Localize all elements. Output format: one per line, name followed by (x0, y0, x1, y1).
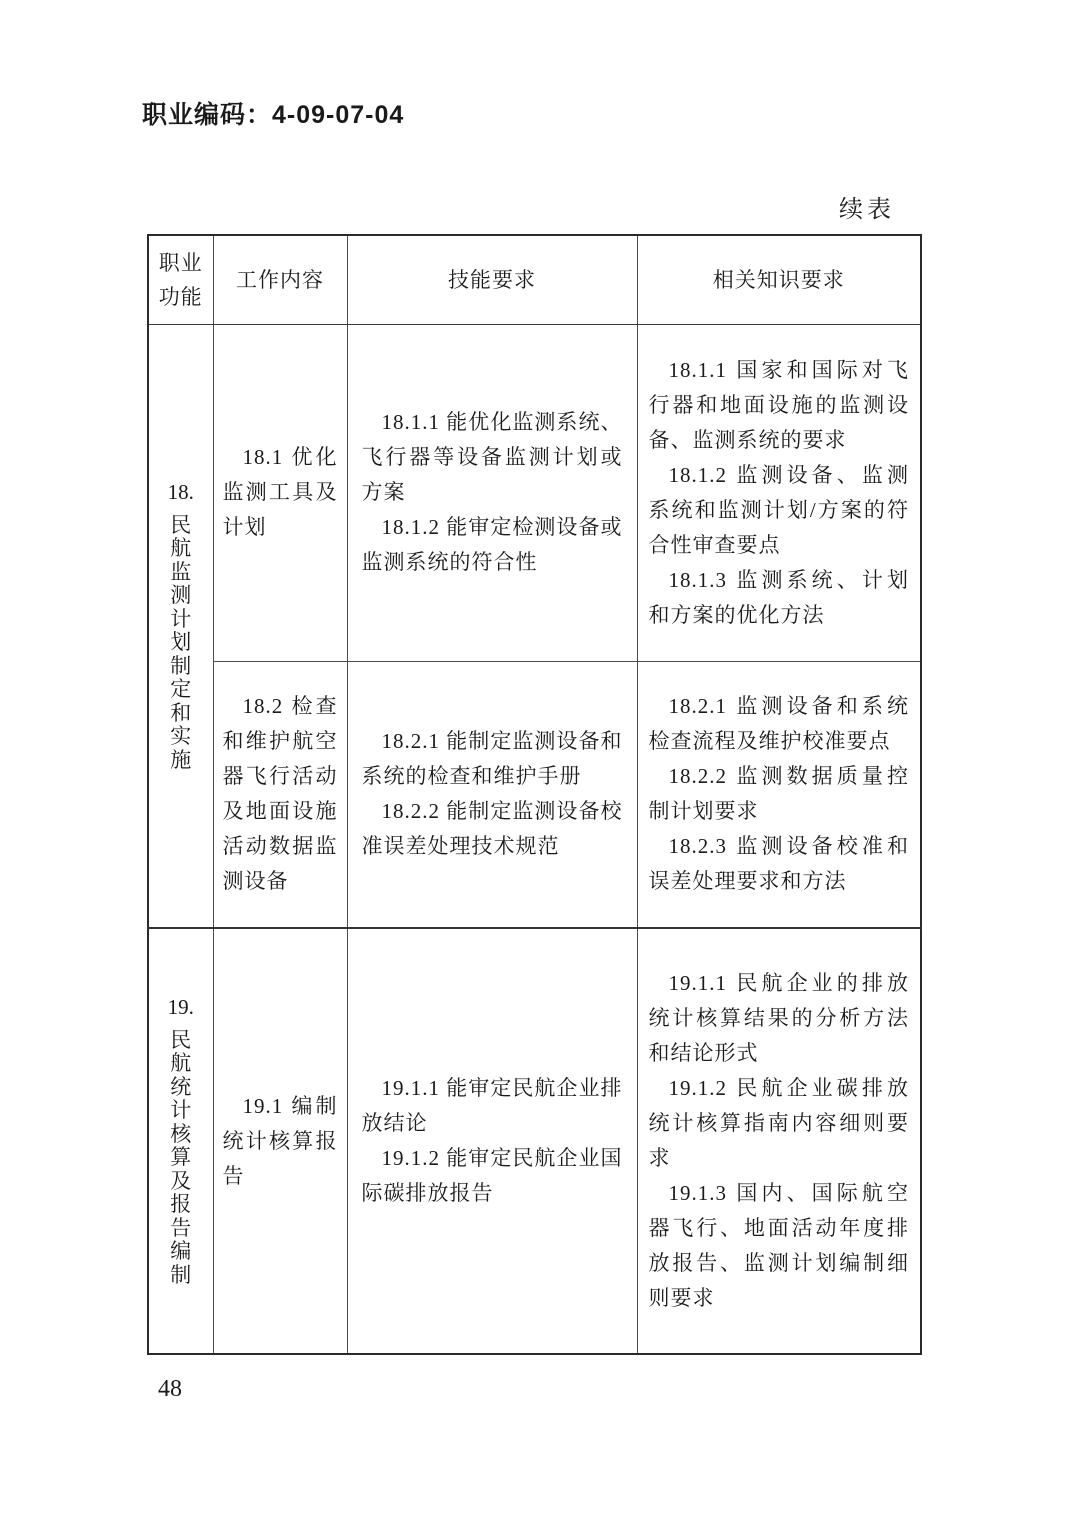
skill-item: 18.2.2 能制定监测设备校准误差处理技术规范 (361, 799, 623, 859)
function-name: 民航监测计划制定和实施 (170, 512, 192, 772)
knowledge-item: 18.1.1 国家和国际对飞行器和地面设施的监测设备、监测系统的要求 (648, 357, 909, 452)
skill-item: 18.1.2 能审定检测设备或监测系统的符合性 (361, 515, 623, 574)
knowledge-item: 18.2.3 监测设备校准和误差处理要求和方法 (648, 834, 909, 894)
knowledge-cell-19-1 (637, 928, 921, 1354)
skill-item: 19.1.1 能审定民航企业排放结论 (361, 1076, 623, 1135)
function-name: 民航统计核算及报告编制 (170, 1027, 192, 1287)
knowledge-item: 19.1.1 民航企业的排放统计核算结果的分析方法和结论形式 (648, 971, 909, 1065)
work-content-cell-18-2 (213, 661, 347, 928)
work-content-cell-18-1 (213, 324, 347, 661)
work-content-text: 18.2 检查和维护航空器飞行活动及地面设施活动数据监测设备 (222, 694, 338, 894)
function-cell-19 (148, 928, 213, 1354)
knowledge-item: 18.2.1 监测设备和系统检查流程及维护校准要点 (648, 694, 909, 754)
function-cell-18 (148, 324, 213, 928)
skills-cell-18-2 (347, 661, 637, 928)
occupation-code-label: 职业编码：4-09-07-04 (142, 101, 405, 129)
header-cell-function: 职业功能 (148, 235, 213, 324)
knowledge-cell-18-1 (637, 324, 921, 661)
knowledge-item: 18.1.2 监测设备、监测系统和监测计划/方案的符合性审查要点 (648, 462, 909, 557)
header-cell-work-content: 工作内容 (213, 235, 347, 324)
work-content-cell-19-1 (213, 928, 347, 1354)
skill-item: 18.2.1 能制定监测设备和系统的检查和维护手册 (361, 729, 623, 789)
skills-cell-18-1 (347, 324, 637, 661)
skill-item: 18.1.1 能优化监测系统、飞行器等设备监测计划或方案 (361, 410, 623, 504)
table-row-18-1 (148, 324, 921, 661)
knowledge-item: 18.2.2 监测数据质量控制计划要求 (648, 764, 909, 824)
knowledge-item: 19.1.3 国内、国际航空器飞行、地面活动年度排放报告、监测计划编制细则要求 (648, 1181, 909, 1310)
page-number: 48 (158, 1376, 182, 1402)
knowledge-cell-18-2 (637, 661, 921, 928)
table-row-18-2 (148, 661, 921, 928)
table-row-19-1 (148, 928, 921, 1354)
function-number: 19. (167, 994, 194, 1019)
header-cell-skills: 技能要求 (347, 235, 637, 324)
work-content-text: 18.1 优化监测工具及计划 (222, 445, 338, 539)
occupational-standard-table (147, 234, 922, 1355)
skills-cell-19-1 (347, 928, 637, 1354)
work-content-text: 19.1 编制统计核算报告 (222, 1093, 338, 1188)
knowledge-item: 18.1.3 监测系统、计划和方案的优化方法 (648, 567, 909, 627)
table-header-row (148, 235, 921, 324)
function-number: 18. (167, 479, 194, 504)
knowledge-item: 19.1.2 民航企业碳排放统计核算指南内容细则要求 (648, 1076, 909, 1170)
skill-item: 19.1.2 能审定民航企业国际碳排放报告 (361, 1146, 623, 1205)
continued-table-label: 续表 (839, 197, 895, 223)
header-cell-knowledge: 相关知识要求 (637, 235, 921, 324)
